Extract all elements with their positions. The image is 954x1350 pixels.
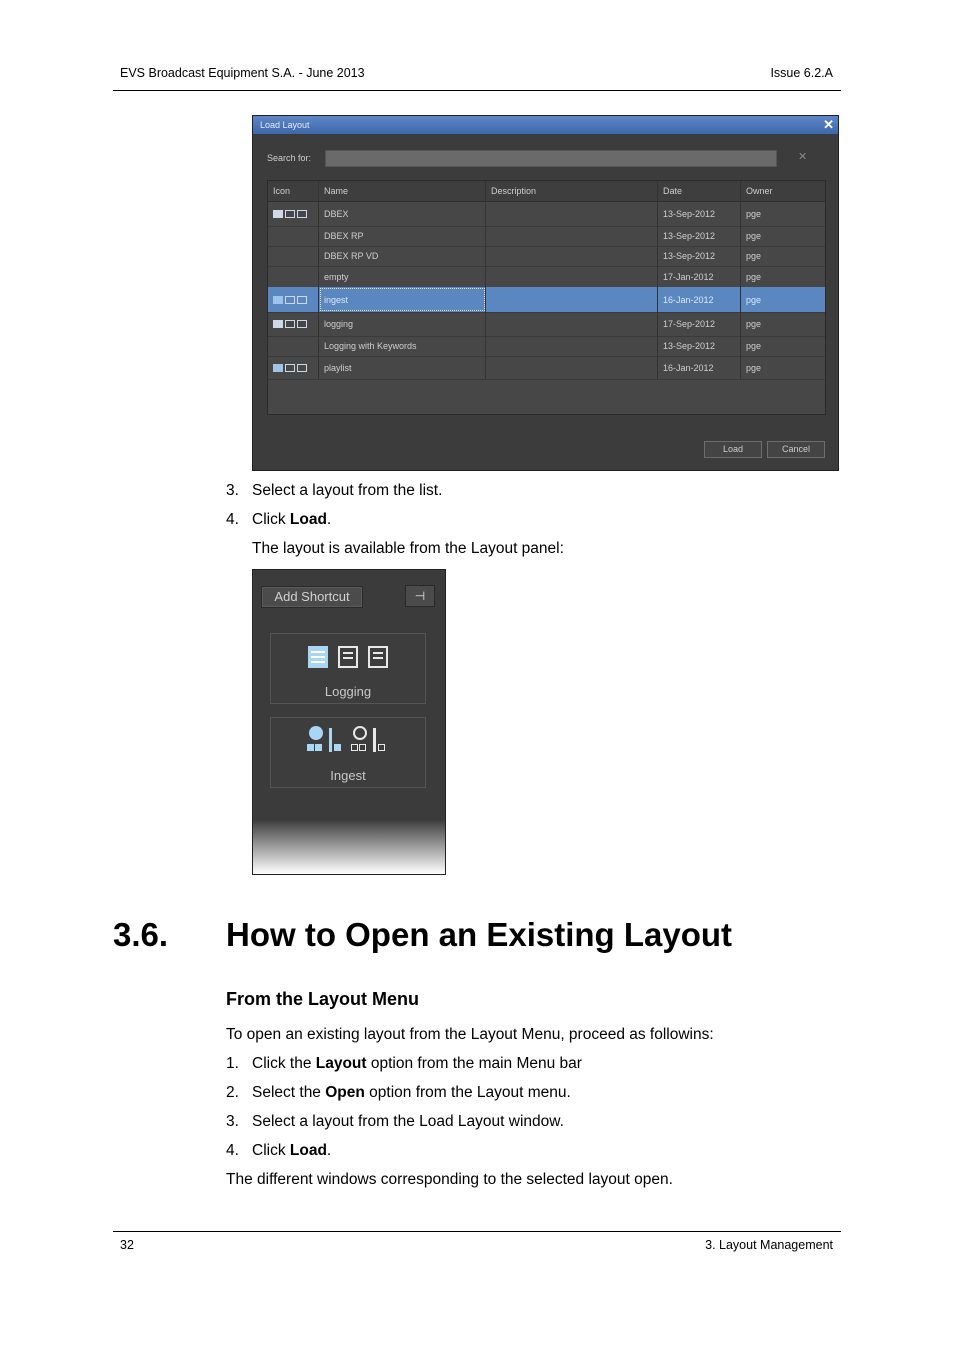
row-date-cell: 16-Jan-2012 [658, 287, 741, 312]
row-name-cell: ingest [319, 287, 486, 312]
search-input[interactable] [325, 150, 777, 167]
table-row[interactable] [268, 266, 825, 288]
layout-window-icon [273, 296, 283, 304]
row-date-cell: 16-Jan-2012 [658, 356, 741, 379]
layout-panel [252, 569, 446, 875]
row-icon-cell [268, 312, 319, 336]
ingest-icons [271, 726, 425, 754]
row-icon-cell [268, 266, 319, 287]
row-name-cell: logging [319, 312, 486, 336]
row-name-cell: DBEX RP [319, 226, 486, 246]
row-owner-cell: pge [746, 271, 762, 282]
step-number: 4. [226, 1142, 239, 1159]
row-date-cell: 13-Sep-2012 [658, 226, 741, 246]
column-header-date[interactable]: Date [658, 181, 741, 201]
add-shortcut-button[interactable]: Add Shortcut [261, 586, 363, 608]
row-description-cell [486, 336, 658, 356]
row-owner-cell: pge [746, 319, 762, 329]
layout-window-icon [297, 364, 307, 372]
row-date-cell: 13-Sep-2012 [658, 246, 741, 266]
row-icon-cell [268, 246, 319, 266]
layout-window-icon [273, 320, 283, 328]
step-number: 3. [226, 1113, 239, 1130]
layout-window-icon [297, 320, 307, 328]
row-name-cell: empty [319, 266, 486, 287]
row-name-cell: playlist [319, 356, 486, 379]
row-date-cell: 13-Sep-2012 [658, 202, 741, 226]
step-number: 3. [226, 482, 239, 499]
outro-text: The different windows corresponding to the selected layout open. [226, 1171, 673, 1188]
footer-chapter: 3. Layout Management [705, 1238, 833, 1252]
load-layout-dialog [252, 115, 839, 471]
subsection-title: From the Layout Menu [226, 989, 419, 1009]
dialog-title-bar [253, 116, 838, 134]
layout-window-icon [285, 364, 295, 372]
row-date-cell: 13-Sep-2012 [658, 336, 741, 356]
column-header-icon[interactable]: Icon [268, 181, 319, 201]
load-button[interactable]: Load [704, 441, 762, 458]
section-title: How to Open an Existing Layout [226, 916, 733, 953]
row-description-cell [486, 202, 658, 226]
table-row[interactable] [268, 202, 825, 227]
row-name-cell: Logging with Keywords [319, 336, 486, 356]
clear-search-icon[interactable]: ✕ [798, 151, 808, 163]
table-row[interactable] [268, 336, 825, 357]
header-rule [113, 90, 841, 91]
row-description-cell [486, 246, 658, 266]
logging-doc-icon [338, 646, 358, 668]
table-header [268, 181, 825, 202]
layout-window-icon [285, 210, 295, 218]
table-row[interactable] [268, 226, 825, 247]
row-owner-cell: pge [746, 209, 762, 219]
section-number: 3.6. [113, 916, 169, 953]
step-text: Select the Open option from the Layout menu. [252, 1084, 571, 1101]
layout-window-icon [297, 210, 307, 218]
row-description-cell [486, 226, 658, 246]
logging-icons [271, 646, 425, 673]
record-channel-icon [351, 726, 389, 754]
logging-doc-icon [308, 646, 328, 668]
table-row[interactable] [268, 312, 825, 337]
layout-shortcut-logging[interactable] [270, 633, 426, 704]
layout-window-icon [285, 320, 295, 328]
row-description-cell [486, 312, 658, 336]
row-date-cell: 17-Jan-2012 [658, 266, 741, 287]
column-header-owner[interactable]: Owner [746, 186, 773, 196]
step-number: 4. [226, 511, 239, 528]
layout-window-icon [285, 296, 295, 304]
step-number: 2. [226, 1084, 239, 1101]
header-right: Issue 6.2.A [770, 66, 833, 80]
cancel-button[interactable]: Cancel [767, 441, 825, 458]
table-row[interactable] [268, 287, 825, 313]
row-icon-cell [268, 287, 319, 312]
close-icon[interactable]: ✕ [823, 117, 834, 132]
page-number: 32 [120, 1238, 134, 1252]
header-left: EVS Broadcast Equipment S.A. - June 2013 [120, 66, 365, 80]
row-description-cell [486, 266, 658, 287]
step-text: Click the Layout option from the main Menu bar [252, 1055, 582, 1072]
row-icon-cell [268, 202, 319, 226]
table-row[interactable] [268, 246, 825, 267]
row-owner-cell: pge [746, 294, 762, 305]
step-text: Click Load. [252, 511, 332, 528]
search-label: Search for: [267, 153, 312, 163]
intro-text: To open an existing layout from the Layout Menu, proceed as followins: [226, 1026, 714, 1043]
dialog-title: Load Layout [260, 120, 310, 130]
column-header-description[interactable]: Description [486, 181, 658, 201]
layout-window-icon [273, 210, 283, 218]
pin-icon[interactable]: ⊣ [405, 585, 435, 607]
row-owner-cell: pge [746, 231, 762, 241]
row-icon-cell [268, 226, 319, 246]
tile-label: Ingest [330, 768, 366, 783]
logging-doc-icon [368, 646, 388, 668]
table-row[interactable] [268, 356, 825, 380]
row-name-cell: DBEX [319, 202, 486, 226]
row-date-cell: 17-Sep-2012 [658, 312, 741, 336]
step-text: Select a layout from the Load Layout window. [252, 1113, 564, 1130]
record-channel-icon [307, 726, 345, 754]
footer-rule [113, 1231, 841, 1232]
row-description-cell [486, 356, 658, 379]
step-text: Click Load. [252, 1142, 332, 1159]
note-text: The layout is available from the Layout panel: [252, 540, 564, 557]
row-owner-cell: pge [746, 341, 762, 351]
step-text: Select a layout from the list. [252, 482, 443, 499]
row-description-cell [486, 287, 658, 312]
row-icon-cell [268, 356, 319, 379]
row-icon-cell [268, 336, 319, 356]
step-number: 1. [226, 1055, 239, 1072]
row-name-cell: DBEX RP VD [319, 246, 486, 266]
row-owner-cell: pge [746, 362, 762, 373]
layout-window-icon [297, 296, 307, 304]
layout-shortcut-ingest[interactable] [270, 717, 426, 788]
layout-table [267, 180, 826, 415]
row-owner-cell: pge [746, 251, 762, 261]
tile-label: Logging [324, 684, 372, 699]
column-header-name[interactable]: Name [319, 181, 486, 201]
layout-window-icon [273, 364, 283, 372]
